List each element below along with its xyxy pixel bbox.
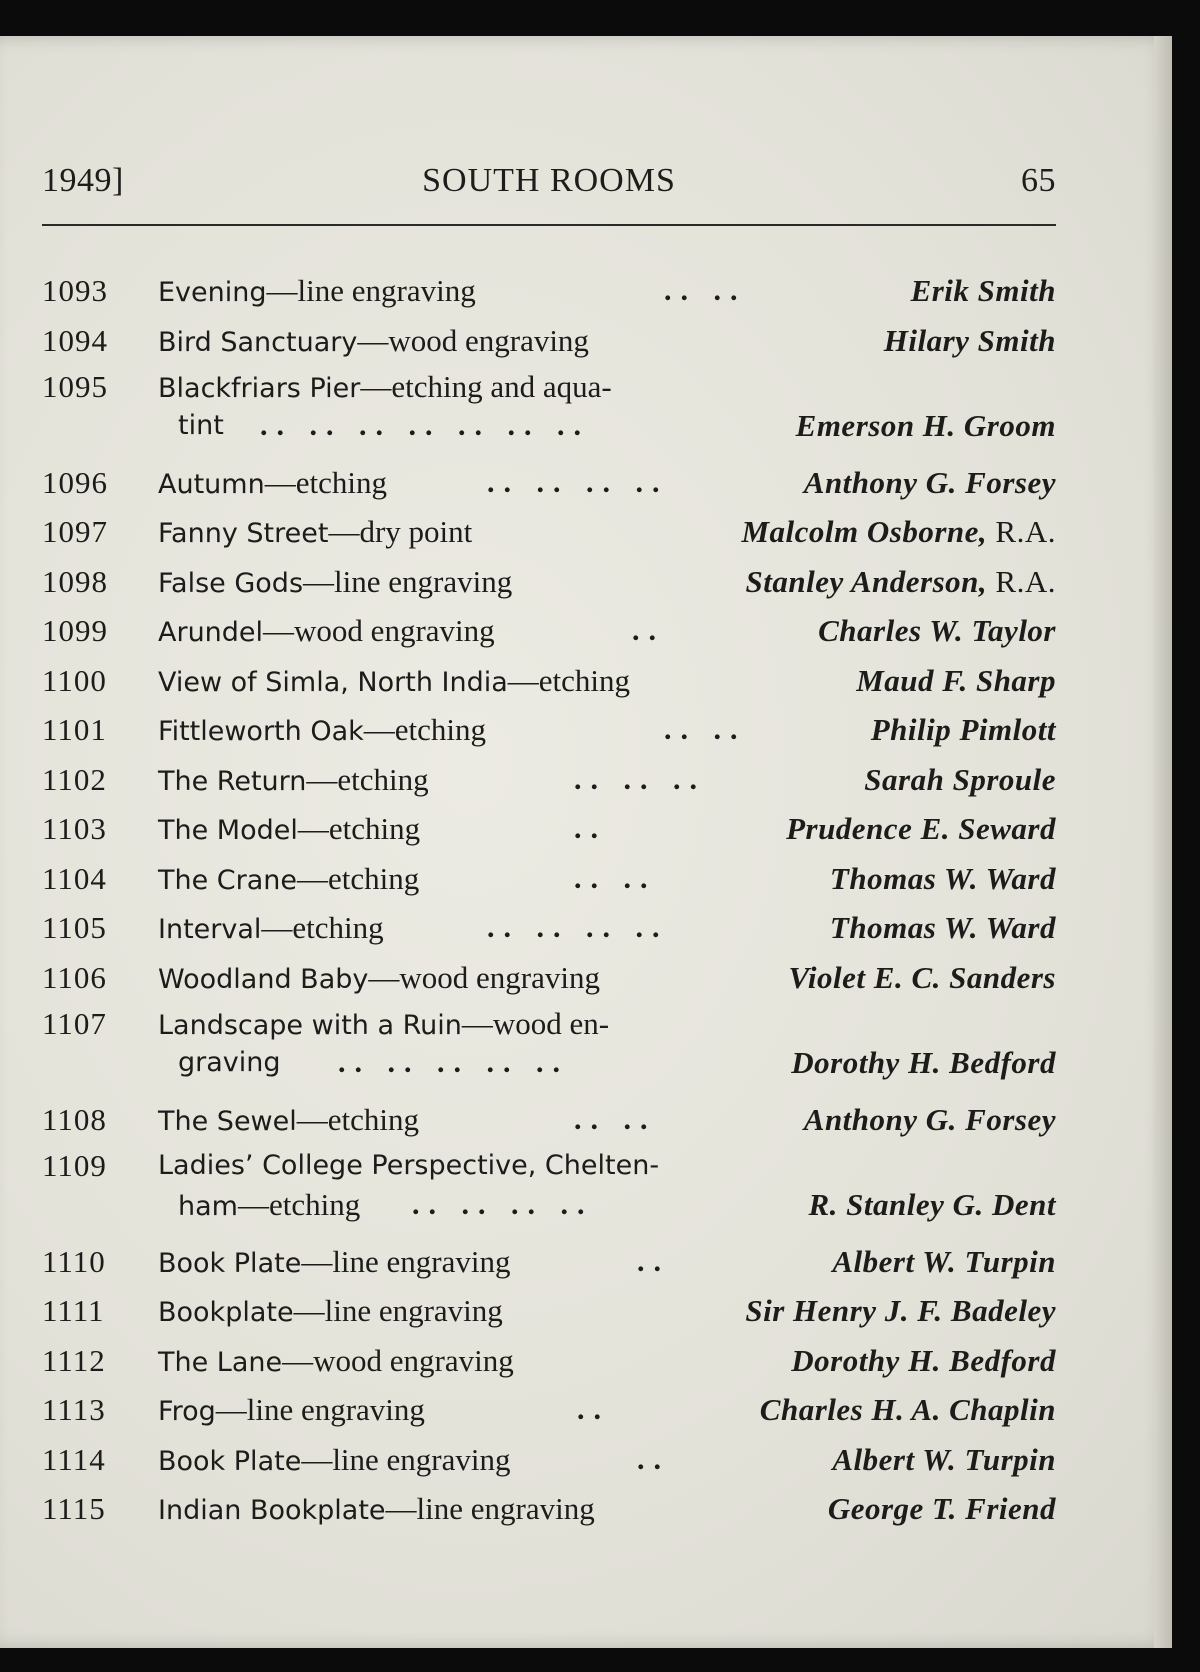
work-medium: —wood engraving bbox=[282, 1342, 514, 1378]
entry-line bbox=[42, 1286, 1056, 1336]
entry-line bbox=[42, 804, 1056, 854]
entry-line bbox=[42, 1144, 1056, 1187]
leader-dots: .. .. .. .. .. .. .. bbox=[260, 409, 590, 442]
leader-dots: .. .. .. .. bbox=[487, 465, 669, 499]
catalogue-entry bbox=[42, 557, 1056, 607]
leader-dots: .. .. .. .. bbox=[487, 911, 669, 944]
work-title: Indian Bookplate bbox=[158, 1495, 386, 1526]
entry-title bbox=[158, 1336, 514, 1388]
entry-title bbox=[158, 1002, 609, 1047]
work-title: Bird Sanctuary bbox=[158, 326, 358, 358]
artist-name bbox=[856, 656, 1056, 706]
entry-number: 1107 bbox=[42, 1006, 107, 1041]
entry-title bbox=[158, 1484, 595, 1536]
entry-line bbox=[42, 1002, 1056, 1045]
leader-dots: .. .. .. .. bbox=[412, 1188, 594, 1221]
artist-name bbox=[788, 953, 1056, 1003]
artist-name-text: Anthony G. Forsey bbox=[803, 1101, 1056, 1137]
entry-title bbox=[158, 557, 512, 609]
entry-number: 1112 bbox=[42, 1342, 106, 1378]
artist-name-text: George T. Friend bbox=[827, 1491, 1056, 1526]
catalogue-entry bbox=[42, 1237, 1056, 1287]
entry-title bbox=[158, 854, 419, 906]
title-continuation-text: graving bbox=[178, 1047, 281, 1078]
entry-line bbox=[42, 1045, 1056, 1095]
catalogue-entry bbox=[42, 316, 1056, 366]
artist-name-text: Maud F. Sharp bbox=[856, 662, 1056, 698]
title-continuation bbox=[178, 1045, 281, 1081]
work-medium: —etching bbox=[297, 811, 421, 846]
entry-title bbox=[158, 1286, 503, 1338]
leader-dots: .. .. bbox=[574, 861, 657, 895]
work-title: The Lane bbox=[158, 1346, 283, 1378]
entry-number: 1093 bbox=[42, 273, 108, 308]
catalogue-entry bbox=[42, 1144, 1056, 1237]
work-title: Autumn bbox=[158, 468, 265, 500]
entry-number: 1098 bbox=[42, 563, 108, 599]
work-title: The Crane bbox=[158, 864, 298, 896]
catalogue-entry bbox=[42, 1095, 1056, 1145]
artist-name bbox=[864, 755, 1056, 805]
entry-title bbox=[158, 755, 429, 807]
entry-number: 1096 bbox=[42, 464, 108, 500]
header-year: 1949] bbox=[42, 162, 124, 199]
artist-suffix: R.A. bbox=[987, 563, 1056, 599]
work-medium: —line engraving bbox=[385, 1491, 595, 1526]
entry-line bbox=[42, 1237, 1056, 1287]
leader-dots: .. .. bbox=[664, 713, 747, 746]
title-continuation-text: ham bbox=[178, 1191, 238, 1222]
entry-line bbox=[42, 1095, 1056, 1145]
title-continuation-text: tint bbox=[178, 410, 224, 441]
entry-title bbox=[158, 365, 612, 410]
artist-name bbox=[808, 1187, 1056, 1223]
page-number: 65 bbox=[1021, 162, 1056, 199]
work-medium: —wood engraving bbox=[357, 322, 589, 358]
entry-line bbox=[42, 458, 1056, 508]
work-title: Fanny Street bbox=[158, 518, 329, 549]
artist-name bbox=[818, 606, 1056, 656]
entry-line bbox=[42, 656, 1056, 706]
work-title: Woodland Baby bbox=[158, 963, 369, 995]
artist-name-text: Dorothy H. Bedford bbox=[791, 1342, 1056, 1378]
artist-suffix: R.A. bbox=[987, 514, 1056, 549]
work-medium: —line engraving bbox=[303, 563, 513, 599]
artist-name bbox=[786, 804, 1056, 854]
work-title: False Gods bbox=[158, 567, 304, 599]
work-title: Interval bbox=[158, 914, 262, 945]
artist-name-text: Dorothy H. Bedford bbox=[791, 1045, 1056, 1080]
artist-name bbox=[830, 854, 1056, 904]
artist-name-text: Thomas W. Ward bbox=[829, 910, 1056, 945]
artist-name-text: Thomas W. Ward bbox=[829, 860, 1056, 896]
artist-name bbox=[832, 1435, 1056, 1485]
entry-number: 1097 bbox=[42, 514, 108, 549]
artist-name bbox=[804, 1095, 1056, 1145]
entry-title bbox=[158, 705, 486, 757]
work-medium: —line engraving bbox=[266, 273, 476, 308]
entry-line bbox=[42, 903, 1056, 953]
entry-title bbox=[158, 903, 384, 955]
artist-name bbox=[741, 507, 1056, 557]
catalogue-entry bbox=[42, 1484, 1056, 1534]
work-medium: —line engraving bbox=[293, 1293, 503, 1328]
artist-name bbox=[911, 266, 1056, 316]
entry-line bbox=[42, 507, 1056, 557]
page-edge bbox=[1154, 36, 1172, 1648]
entry-title bbox=[158, 1144, 659, 1187]
artist-name-text: Malcolm Osborne, bbox=[741, 514, 988, 549]
leader-dots: .. bbox=[637, 1442, 670, 1476]
catalogue-entries bbox=[42, 266, 1056, 1534]
leader-dots: .. .. bbox=[574, 1102, 657, 1136]
catalogue-entry bbox=[42, 705, 1056, 755]
catalogue-entry bbox=[42, 953, 1056, 1003]
artist-name bbox=[871, 705, 1056, 755]
work-medium: —etching bbox=[296, 1101, 419, 1137]
entry-number: 1101 bbox=[42, 712, 107, 747]
work-medium: —etching bbox=[264, 464, 387, 500]
work-title: The Return bbox=[158, 765, 307, 797]
leader-dots: .. .. bbox=[664, 274, 747, 307]
artist-name bbox=[760, 1385, 1056, 1435]
entry-number: 1113 bbox=[42, 1392, 106, 1427]
entry-title bbox=[158, 804, 420, 856]
work-title: Blackfriars Pier bbox=[158, 373, 361, 404]
work-medium: —line engraving bbox=[301, 1441, 511, 1477]
work-medium: —dry point bbox=[328, 514, 473, 549]
entry-number: 1104 bbox=[42, 860, 107, 896]
artist-name bbox=[804, 458, 1056, 508]
catalogue-entry bbox=[42, 458, 1056, 508]
work-title: Arundel bbox=[158, 617, 264, 648]
entry-line bbox=[42, 1385, 1056, 1435]
entry-title bbox=[158, 953, 600, 1005]
catalogue-entry bbox=[42, 1336, 1056, 1386]
artist-name bbox=[830, 903, 1056, 953]
entry-number: 1099 bbox=[42, 613, 108, 648]
entry-line bbox=[42, 557, 1056, 607]
artist-name-text: Emerson H. Groom bbox=[795, 408, 1056, 443]
artist-name bbox=[791, 1045, 1056, 1081]
leader-dots: .. bbox=[632, 614, 665, 647]
title-continuation bbox=[178, 1187, 360, 1225]
artist-name-text: Prudence E. Seward bbox=[786, 811, 1056, 846]
work-medium: —wood engraving bbox=[263, 613, 495, 648]
entry-number: 1110 bbox=[42, 1243, 106, 1279]
catalogue-entry bbox=[42, 365, 1056, 458]
leader-dots: .. bbox=[637, 1244, 670, 1278]
entry-number: 1111 bbox=[42, 1293, 105, 1328]
work-medium: —etching and aqua- bbox=[360, 369, 612, 404]
entry-number: 1095 bbox=[42, 369, 108, 404]
artist-name-text: Sarah Sproule bbox=[864, 761, 1056, 797]
entry-line bbox=[42, 705, 1056, 755]
entry-number: 1115 bbox=[42, 1491, 106, 1526]
artist-name-text: R. Stanley G. Dent bbox=[808, 1187, 1056, 1222]
work-medium: —line engraving bbox=[301, 1243, 511, 1279]
work-medium: —etching bbox=[507, 662, 631, 698]
work-title: The Sewel bbox=[158, 1105, 297, 1137]
entry-line bbox=[42, 1435, 1056, 1485]
work-title: Ladies’ College Perspective, Chelten- bbox=[158, 1150, 660, 1181]
catalogue-entry bbox=[42, 804, 1056, 854]
catalogue-entry bbox=[42, 507, 1056, 557]
entry-title bbox=[158, 1237, 511, 1289]
artist-name-text: Hilary Smith bbox=[883, 322, 1056, 358]
entry-title bbox=[158, 507, 472, 559]
artist-name-text: Anthony G. Forsey bbox=[803, 464, 1056, 500]
catalogue-entry bbox=[42, 903, 1056, 953]
work-medium: —wood engraving bbox=[368, 959, 600, 995]
leader-dots: .. bbox=[574, 812, 607, 845]
entry-title bbox=[158, 606, 495, 658]
work-medium: —etching bbox=[261, 910, 384, 945]
catalogue-entry bbox=[42, 1002, 1056, 1095]
artist-name bbox=[884, 316, 1056, 366]
work-title: Bookplate bbox=[158, 1297, 294, 1328]
artist-name-text: Philip Pimlott bbox=[870, 712, 1056, 747]
header-rule bbox=[42, 224, 1056, 226]
artist-name-text: Charles W. Taylor bbox=[818, 613, 1056, 648]
catalogue-entry bbox=[42, 1286, 1056, 1336]
entry-title bbox=[158, 458, 387, 510]
catalogue-page bbox=[0, 36, 1172, 1648]
entry-number: 1103 bbox=[42, 811, 107, 846]
work-medium: —etching bbox=[237, 1187, 361, 1222]
entry-title bbox=[158, 1095, 419, 1147]
artist-name bbox=[828, 1484, 1056, 1534]
artist-name-text: Albert W. Turpin bbox=[832, 1243, 1056, 1279]
entry-line bbox=[42, 266, 1056, 316]
header-title: SOUTH ROOMS bbox=[422, 162, 676, 199]
entry-title bbox=[158, 1385, 425, 1437]
artist-name bbox=[791, 1336, 1056, 1386]
leader-dots: .. bbox=[577, 1393, 610, 1426]
artist-name bbox=[832, 1237, 1056, 1287]
entry-title bbox=[158, 656, 630, 708]
catalogue-entry bbox=[42, 606, 1056, 656]
artist-name-text: Stanley Anderson, bbox=[745, 563, 988, 599]
entry-title bbox=[158, 316, 589, 368]
artist-name-text: Violet E. C. Sanders bbox=[788, 959, 1056, 995]
entry-line bbox=[42, 606, 1056, 656]
entry-line bbox=[42, 953, 1056, 1003]
work-title: Book Plate bbox=[158, 1247, 302, 1279]
title-continuation bbox=[178, 408, 224, 444]
entry-number: 1100 bbox=[42, 662, 107, 698]
entry-title bbox=[158, 266, 476, 318]
work-title: Fittleworth Oak bbox=[158, 716, 364, 747]
work-medium: —wood en- bbox=[461, 1006, 610, 1041]
entry-number: 1102 bbox=[42, 761, 107, 797]
work-medium: —line engraving bbox=[215, 1392, 425, 1427]
entry-line bbox=[42, 316, 1056, 366]
running-head bbox=[42, 162, 1056, 212]
catalogue-entry bbox=[42, 1385, 1056, 1435]
work-medium: —etching bbox=[297, 860, 420, 896]
entry-line bbox=[42, 1187, 1056, 1237]
artist-name-text: Charles H. A. Chaplin bbox=[759, 1392, 1056, 1427]
entry-line bbox=[42, 755, 1056, 805]
work-title: Book Plate bbox=[158, 1445, 302, 1477]
artist-name-text: Sir Henry J. F. Badeley bbox=[745, 1293, 1056, 1328]
entry-line bbox=[42, 365, 1056, 408]
catalogue-entry bbox=[42, 1435, 1056, 1485]
entry-number: 1114 bbox=[42, 1441, 106, 1477]
artist-name-text: Erik Smith bbox=[910, 273, 1056, 308]
entry-number: 1109 bbox=[42, 1148, 107, 1183]
leader-dots: .. .. .. .. .. bbox=[338, 1046, 569, 1079]
catalogue-entry bbox=[42, 266, 1056, 316]
entry-number: 1105 bbox=[42, 910, 107, 945]
work-title: View of Simla, North India bbox=[158, 666, 508, 698]
entry-number: 1106 bbox=[42, 959, 107, 995]
work-title: Frog bbox=[158, 1396, 216, 1427]
work-title: Landscape with a Ruin bbox=[158, 1010, 462, 1041]
work-title: The Model bbox=[158, 815, 298, 846]
catalogue-entry bbox=[42, 854, 1056, 904]
catalogue-entry bbox=[42, 656, 1056, 706]
entry-line bbox=[42, 1336, 1056, 1386]
artist-name-text: Albert W. Turpin bbox=[832, 1441, 1056, 1477]
work-title: Evening bbox=[158, 277, 267, 308]
entry-title bbox=[158, 1435, 511, 1487]
leader-dots: .. .. .. bbox=[574, 762, 706, 796]
artist-name bbox=[746, 557, 1056, 607]
work-medium: —etching bbox=[363, 712, 487, 747]
artist-name bbox=[796, 408, 1056, 444]
entry-number: 1108 bbox=[42, 1101, 107, 1137]
entry-line bbox=[42, 854, 1056, 904]
artist-name bbox=[745, 1286, 1056, 1336]
entry-line bbox=[42, 408, 1056, 458]
entry-line bbox=[42, 1484, 1056, 1534]
entry-number: 1094 bbox=[42, 322, 108, 358]
catalogue-entry bbox=[42, 755, 1056, 805]
work-medium: —etching bbox=[306, 761, 429, 797]
